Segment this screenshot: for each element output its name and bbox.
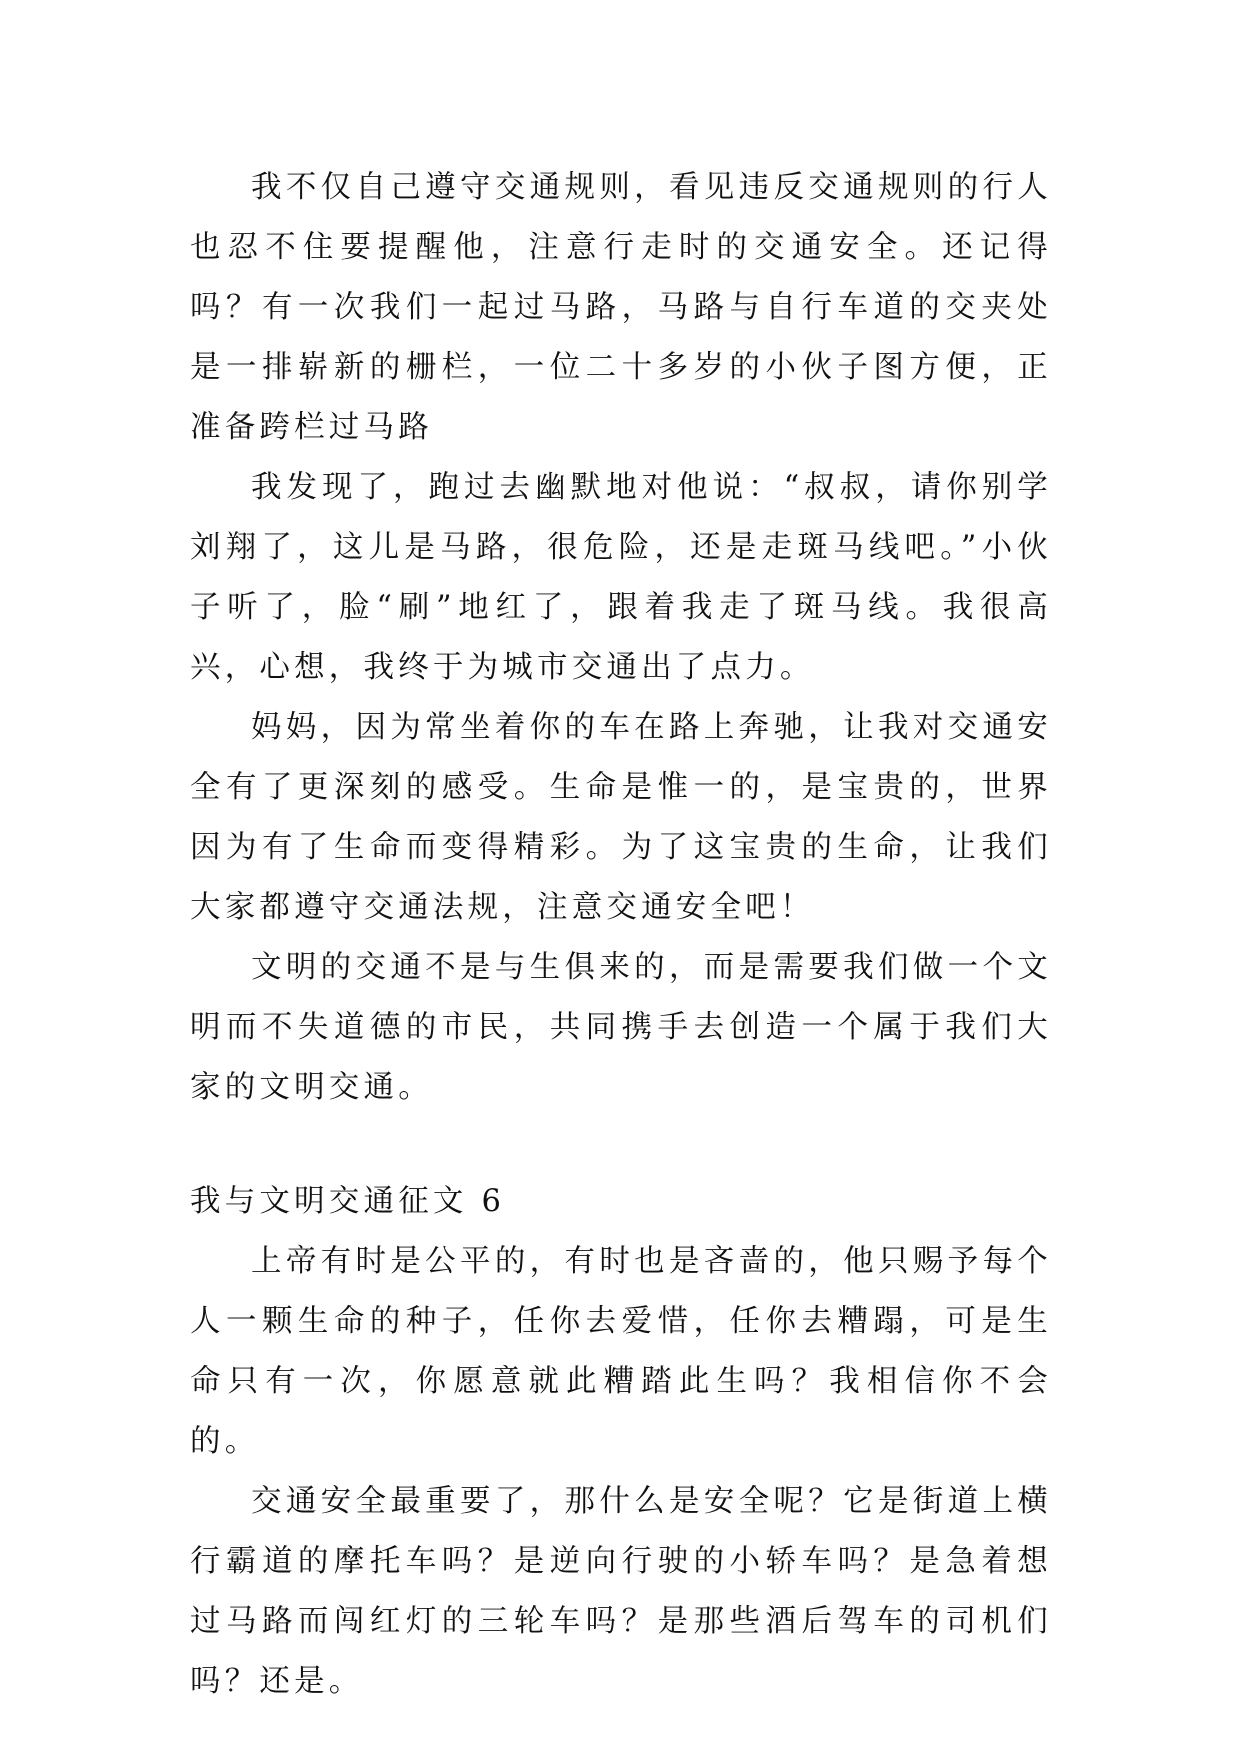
paragraph-zebra-crossing: 我发现了，跑过去幽默地对他说：“叔叔，请你别学刘翔了，这儿是马路，很危险，还是走斑马线吧。”小伙子听了，脸“刷”地红了，跟着我走了斑马线。我很高兴，心想，我终于为城市交通出了点力。 <box>190 470 1052 685</box>
paragraph-precious-life: 妈妈，因为常坐着你的车在路上奔驰，让我对交通安全有了更深刻的感受。生命是惟一的，是宝贵的，世界因为有了生命而变得精彩。为了这宝贵的生命，让我们大家都遵守交通法规，注意交通安全吧！ <box>190 710 1052 925</box>
paragraph-seed-of-life: 上帝有时是公平的，有时也是吝啬的，他只赐予每个人一颗生命的种子，任你去爱惜，任你去糟蹋，可是生命只有一次，你愿意就此糟踏此生吗？我相信你不会的。 <box>190 1244 1052 1459</box>
section-title: 我与文明交通征文 6 <box>190 1184 506 1219</box>
document-body <box>190 158 1052 1712</box>
paragraph-civilized-traffic: 文明的交通不是与生俱来的，而是需要我们做一个文明而不失道德的市民，共同携手去创造一个属于我们大家的文明交通。 <box>190 950 1052 1105</box>
paragraph-traffic-reminder: 我不仅自己遵守交通规则，看见违反交通规则的行人也忍不住要提醒他，注意行走时的交通安全。还记得吗？有一次我们一起过马路，马路与自行车道的交夹处是一排崭新的栅栏，一位二十多岁的小伙子图方便，正准备跨栏过马路 <box>190 170 1052 445</box>
paragraph-what-is-safety: 交通安全最重要了，那什么是安全呢？它是街道上横行霸道的摩托车吗？是逆向行驶的小轿车吗？是急着想过马路而闯红灯的三轮车吗？是那些酒后驾车的司机们吗？还是。 <box>190 1484 1052 1699</box>
